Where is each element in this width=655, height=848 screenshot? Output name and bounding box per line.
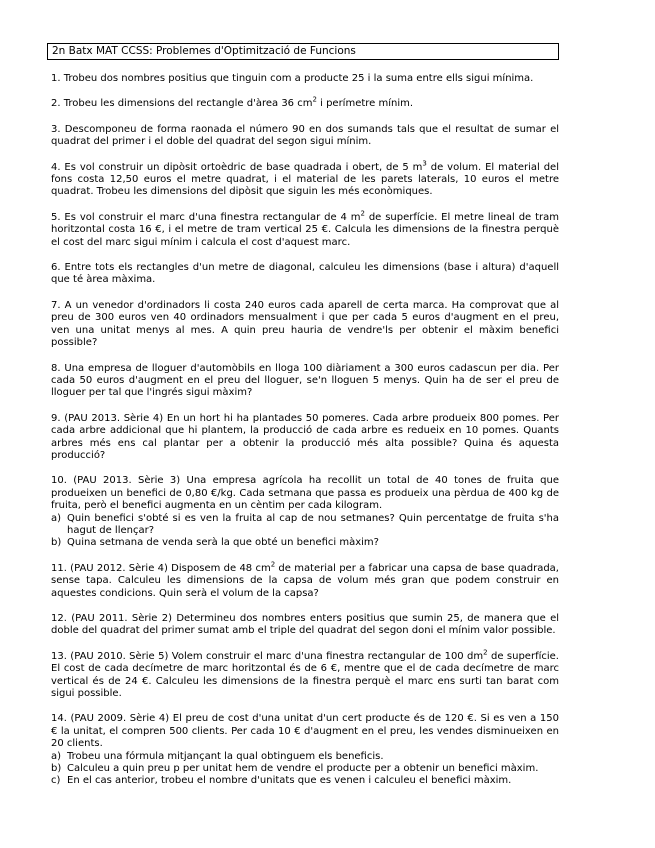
problem-text: 13. (PAU 2010. Sèrie 5) Volem construir el marc d'una finestra rectangular de 100 $dm^2$ de superfície. El cost de cada decímetre de marc horitzontal és de 6 €, mentre que el de cada decímetre de marc vertical és de 24 €. Calculeu les dimensions de la finestra perquè el marc ens surti tan barat com sigui possible. — [51, 648, 559, 700]
subquestion-a: a) Quin benefici s'obté si es ven la fruita al cap de nou setmanes? Quin percentatge de fruita s'ha hagut de llençar? — [51, 512, 559, 536]
problem-9 — [51, 413, 559, 463]
subquestion-list — [51, 751, 559, 788]
problem-text: 10. (PAU 2013. Sèrie 3) Una empresa agrícola ha recollit un total de 40 tones de fruita que produeixen un benefici de 0,80 €/kg. Cada setmana que passa es produeix una pèrdua de 400 kg de fruita, però el benefici augmenta en un cèntim per cada kilogram. — [51, 475, 559, 512]
problem-text: 3. Descomponeu de forma raonada el número 90 en dos sumands tals que el resultat de sumar el quadrat del primer i el doble del quadrat del segon sigui mínim. — [51, 123, 559, 148]
problem-text: 6. Entre tots els rectangles d'un metre de diagonal, calculeu les dimensions (base i altura) d'aquell que té àrea màxima. — [51, 262, 559, 286]
problem-text: 4. Es vol construir un dipòsit ortoèdric de base quadrada i obert, de 5 $m^3$ de volum. El material del fons costa 12,50 euros el metre quadrat, i el material de les parets laterals, 10 euros el metre quadrat. Trobeu les dimensions del dipòsit que siguin les més econòmiques. — [51, 159, 559, 198]
problem-text: 12. (PAU 2011. Sèrie 2) Determineu dos nombres enters positius que sumin 25, de manera que el doble del quadrat del primer sumat amb el triple del quadrat del segon doni el mínim valor possible. — [51, 613, 559, 637]
problem-5 — [51, 209, 559, 249]
problem-13 — [51, 648, 559, 701]
problem-1 — [51, 73, 559, 85]
problem-10 — [51, 475, 559, 549]
problem-text: 11. (PAU 2012. Sèrie 4) Disposem de 48 $cm^2$ de material per a fabricar una capsa de base quadrada, sense tapa. Calculeu les dimensions de la capsa de volum més gran que podem construir en aquestes condicions. Quin serà el volum de la capsa? — [51, 560, 559, 599]
subquestion-b: b) Calculeu a quin preu p per unitat hem de vendre el producte per a obtenir un benefici màxim. — [51, 763, 539, 775]
problem-text: 14. (PAU 2009. Sèrie 4) El preu de cost d'una unitat d'un cert producte és de 120 €. Si es ven a 150 € la unitat, el compren 500 clients. Per cada 10 € d'augment en el preu, les vendes disminueixen en 20 clients. — [51, 713, 559, 750]
document-header — [47, 43, 559, 60]
problem-7 — [51, 300, 559, 350]
problem-text: 2. Trobeu les dimensions del rectangle d'àrea 36 $cm^2$ i perímetre mínim. — [51, 96, 414, 110]
problem-11 — [51, 560, 559, 600]
problem-8 — [51, 363, 559, 400]
subquestion-b: b) Quina setmana de venda serà la que obté un benefici màxim? — [51, 537, 379, 549]
problem-3 — [51, 124, 559, 149]
problem-12 — [51, 613, 559, 638]
problem-14 — [51, 713, 559, 787]
problem-text: 8. Una empresa de lloguer d'automòbils en lloga 100 diàriament a 300 euros cadascun per dia. Per cada 50 euros d'augment en el preu del lloguer, se'n lloguen 5 menys. Quin ha de ser el preu de lloguer per tal que l'ingrés sigui màxim? — [51, 362, 559, 399]
problem-4 — [51, 159, 559, 199]
subquestion-list — [51, 513, 559, 550]
problem-text: 1. Trobeu dos nombres positius que tinguin com a producte 25 i la suma entre ells sigui mínima. — [51, 73, 534, 84]
problem-text: 7. A un venedor d'ordinadors li costa 240 euros cada aparell de certa marca. Ha comprovat que al preu de 300 euros ven 40 ordinadors mensualment i que per cada 5 euros d'augment en el preu, ven una unitat menys al mes. A quin preu hauria de vendre'ls per obtenir el màxim benefici possible? — [51, 299, 559, 349]
problem-6 — [51, 262, 559, 287]
problem-text: 5. Es vol construir el marc d'una finestra rectangular de 4 $m^2$ de superfície. El metre lineal de tram horitzontal costa 16 €, i el metre de tram vertical 25 €. Calcula les dimensions de la finestra perquè el cost del marc sigui mínim i calcula el cost d'aquest marc. — [51, 209, 559, 248]
subquestion-a: a) Trobeu una fórmula mitjançant la qual obtinguem els beneficis. — [51, 750, 384, 762]
problem-list — [51, 73, 559, 801]
problem-text: 9. (PAU 2013. Sèrie 4) En un hort hi ha plantades 50 pomeres. Cada arbre produeix 800 pomes. Per cada arbre addicional que hi plantem, la producció de cada arbre es redueix en 10 pomes. Quants arbres més ens cal plantar per a obtenir la producció més alta possible? Quina és aquesta producció? — [51, 412, 559, 461]
subquestion-c: c) En el cas anterior, trobeu el nombre d'unitats que es venen i calculeu el benefici màxim. — [51, 775, 512, 787]
problem-2 — [51, 98, 559, 110]
document-title: 2n Batx MAT CCSS: Problemes d'Optimització de Funcions — [52, 45, 356, 57]
